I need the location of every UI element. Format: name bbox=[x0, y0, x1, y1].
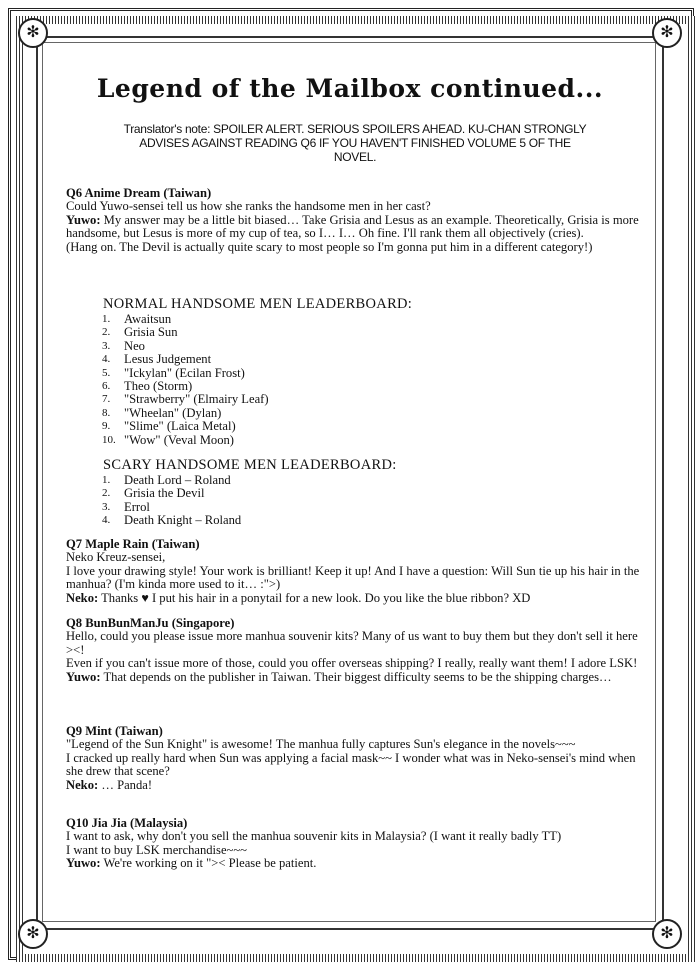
rank-number: 3. bbox=[102, 339, 111, 352]
q7-speaker: Neko: bbox=[66, 590, 99, 605]
rank-number: 8. bbox=[102, 406, 111, 419]
leaderboard-item bbox=[102, 367, 269, 380]
leaderboard-item bbox=[102, 434, 269, 447]
q8-question-2: Even if you can't issue more of those, could you offer overseas shipping? I really, really want them! I adore LSK! bbox=[66, 656, 638, 671]
normal-leaderboard-list bbox=[102, 313, 269, 447]
rank-number: 6. bbox=[102, 380, 111, 393]
q10-answer: We're working on it ">< Please be patient. bbox=[100, 856, 317, 871]
q9-speaker: Neko: bbox=[66, 777, 99, 792]
rank-number: 10. bbox=[102, 433, 116, 446]
q8-answer: That depends on the publisher in Taiwan. Their biggest difficulty seems to be the shipping charges… bbox=[100, 669, 612, 684]
q9-question-2: I cracked up really hard when Sun was applying a facial mask~~ I wonder what was in Neko-sensei's mind when she drew that scene? bbox=[66, 750, 636, 779]
q6-heading: Q6 Anime Dream (Taiwan) bbox=[66, 186, 212, 200]
leaderboard-item bbox=[102, 380, 269, 393]
character-name: "Slime" (Laica Metal) bbox=[124, 419, 236, 434]
leaderboard-item bbox=[102, 420, 269, 433]
q6-question: Could Yuwo-sensei tell us how she ranks the handsome men in her cast? bbox=[66, 199, 431, 214]
q9-answer: … Panda! bbox=[98, 777, 153, 792]
q10-question-2: I want to buy LSK merchandise~~~ bbox=[66, 842, 247, 857]
character-name: "Ickylan" (Ecilan Frost) bbox=[124, 365, 245, 380]
q10-section bbox=[66, 817, 646, 871]
character-name: Grisia the Devil bbox=[124, 486, 205, 501]
q6-section bbox=[66, 187, 646, 254]
rank-number: 2. bbox=[102, 326, 111, 339]
character-name: Neo bbox=[124, 338, 145, 353]
leaderboard-item bbox=[102, 407, 269, 420]
q7-answer: Thanks ♥ I put his hair in a ponytail for a new look. Do you like the blue ribbon? XD bbox=[98, 590, 531, 605]
leaderboard-item bbox=[102, 501, 241, 514]
leaderboard-item bbox=[102, 487, 241, 500]
character-name: "Wheelan" (Dylan) bbox=[124, 405, 222, 420]
q7-heading: Q7 Maple Rain (Taiwan) bbox=[66, 537, 200, 551]
leaderboard-item bbox=[102, 340, 269, 353]
character-name: "Strawberry" (Elmairy Leaf) bbox=[124, 392, 269, 407]
rank-number: 7. bbox=[102, 393, 111, 406]
character-name: "Wow" (Veval Moon) bbox=[124, 432, 234, 447]
q7-question: I love your drawing style! Your work is brilliant! Keep it up! And I have a question: Will Sun tie up his hair in the manhua? (I'm kinda more used to it… :">) bbox=[66, 563, 640, 592]
scary-leaderboard-heading: SCARY HANDSOME MEN LEADERBOARD: bbox=[103, 457, 397, 473]
q10-heading: Q10 Jia Jia (Malaysia) bbox=[66, 816, 188, 830]
q10-speaker: Yuwo: bbox=[66, 856, 101, 871]
q8-section bbox=[66, 617, 646, 684]
corner-rosette-icon: ✻ bbox=[18, 18, 48, 48]
character-name: Lesus Judgement bbox=[124, 352, 212, 367]
corner-rosette-icon: ✻ bbox=[18, 919, 48, 949]
translator-note: Translator's note: SPOILER ALERT. SERIOUS SPOILERS AHEAD. KU-CHAN STRONGLY ADVISES AGAINST READING Q6 IF YOU HAVEN'T FINISHED VOLUME 5 OF THE NOVEL. bbox=[123, 122, 587, 164]
character-name: Errol bbox=[124, 499, 150, 514]
leaderboard-item bbox=[102, 393, 269, 406]
leaderboard-item bbox=[102, 514, 241, 527]
q8-speaker: Yuwo: bbox=[66, 669, 101, 684]
rank-number: 9. bbox=[102, 420, 111, 433]
rank-number: 1. bbox=[102, 474, 111, 486]
character-name: Death Knight – Roland bbox=[124, 513, 242, 528]
page-title: Legend of the Mailbox continued... bbox=[96, 74, 604, 103]
q6-speaker: Yuwo: bbox=[66, 212, 101, 227]
q8-question-1: Hello, could you please issue more manhua souvenir kits? Many of us want to buy them but they don't sell it here ><! bbox=[66, 629, 638, 657]
rank-number: 5. bbox=[102, 366, 111, 379]
q9-question-1: "Legend of the Sun Knight" is awesome! The manhua fully captures Sun's elegance in the novels~~~ bbox=[66, 737, 576, 752]
q9-section bbox=[66, 725, 646, 792]
scary-leaderboard-list bbox=[102, 474, 241, 528]
character-name: Death Lord – Roland bbox=[124, 473, 231, 487]
rank-number: 2. bbox=[102, 487, 111, 500]
leaderboard-item bbox=[102, 353, 269, 366]
q9-heading: Q9 Mint (Taiwan) bbox=[66, 724, 163, 738]
rank-number: 1. bbox=[102, 313, 111, 325]
rank-number: 3. bbox=[102, 500, 111, 513]
character-name: Awaitsun bbox=[124, 312, 172, 326]
q10-question-1: I want to ask, why don't you sell the manhua souvenir kits in Malaysia? (I want it really badly TT) bbox=[66, 829, 562, 844]
rank-number: 4. bbox=[102, 353, 111, 366]
leaderboard-item bbox=[102, 326, 269, 339]
corner-rosette-icon: ✻ bbox=[652, 18, 682, 48]
q8-heading: Q8 BunBunManJu (Singapore) bbox=[66, 616, 235, 630]
character-name: Grisia Sun bbox=[124, 325, 178, 340]
character-name: Theo (Storm) bbox=[124, 379, 193, 394]
q6-answer: My answer may be a little bit biased… Take Grisia and Lesus as an example. Theoretically, Grisia is more handsome, but Lesus is more of my cup of tea, so I… I… Oh fine. I'll rank them all objectively (cries). bbox=[66, 212, 639, 241]
q7-section bbox=[66, 538, 646, 605]
corner-rosette-icon: ✻ bbox=[652, 919, 682, 949]
q6-aside: (Hang on. The Devil is actually quite scary to most people so I'm gonna put him in a different category!) bbox=[66, 239, 593, 254]
rank-number: 4. bbox=[102, 514, 111, 527]
normal-leaderboard-heading: NORMAL HANDSOME MEN LEADERBOARD: bbox=[103, 296, 413, 312]
leaderboard-item bbox=[102, 474, 241, 487]
leaderboard-item bbox=[102, 313, 269, 326]
q7-greeting: Neko Kreuz-sensei, bbox=[66, 550, 166, 565]
